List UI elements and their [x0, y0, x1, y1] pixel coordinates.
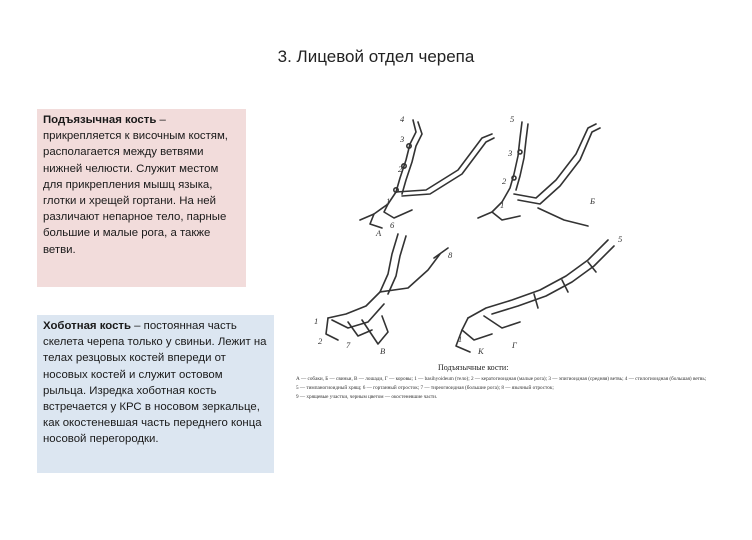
hyoid-bone-term: Подъязычная кость [43, 114, 157, 126]
label-A: А [376, 228, 382, 238]
cow-hyoid-drawing [456, 240, 614, 352]
label-2-b: 2 [502, 176, 507, 186]
label-K: К [478, 346, 484, 356]
figure-caption: Подъязычные кости: [438, 363, 509, 372]
pig-hyoid-drawing [478, 122, 600, 226]
label-1-v: 1 [314, 316, 319, 326]
label-5-b: 5 [510, 114, 515, 124]
label-4-a: 4 [400, 114, 405, 124]
label-1-a: 1 [386, 196, 391, 206]
snout-bone-term: Хоботная кость [43, 320, 131, 332]
label-1-b: 1 [500, 200, 505, 210]
hyoid-bones-figure [288, 108, 707, 406]
label-5-g: 5 [618, 234, 623, 244]
hyoid-bone-text: – прикрепляется к височным костям, располагается между ветвями нижней челюсти. Служит местом для прикрепления мышц языка, глотки и хрещей гортани. На ней различают непарное тело, парные большие и малые рога, а также ветви. [43, 114, 228, 256]
horse-hyoid-drawing [326, 234, 448, 344]
hyoid-bone-description [37, 109, 246, 287]
label-3-b: 3 [508, 148, 513, 158]
label-3-a: 3 [400, 134, 405, 144]
label-2-a: 2 [398, 164, 403, 174]
label-G: Г [512, 340, 517, 350]
slide-title: 3. Лицевой отдел черепа [277, 47, 475, 66]
hyoid-bones-drawing [288, 108, 707, 406]
label-V: В [380, 346, 386, 356]
figure-legend-line-1: А — собаки, Б — свиньи, В — лошади, Г — коровы; 1 — basihyoideum (тело); 2 — кератогиоидная (малые рога); 3 — эпигиоидная (средняя) ветвь; 4 — стилогиоидная (большая) ветвь; [296, 376, 707, 382]
snout-bone-text: – постоянная часть скелета черепа только у свиньи. Лежит на телах резцовых костей впереди от носовых костей и служит остовом рыльца. Изредка хоботная кость встречается у КРС в носовом зеркальце, как окостеневшая часть переднего конца носовой перегородки. [43, 320, 267, 446]
label-8-v: 8 [448, 250, 453, 260]
label-6-v: 6 [390, 220, 395, 230]
snout-bone-description [37, 315, 274, 473]
figure-legend-line-2: 5 — тимпаногиоидный хрящ; 6 — гортанный отросток; 7 — тиреогиоидная (большие рога); 8 — язычный отросток; [296, 385, 554, 391]
figure-legend-line-3: 9 — хрящевые участки, черным цветом — окостеневшие части. [296, 394, 438, 400]
label-B: Б [590, 196, 596, 206]
dog-hyoid-drawing [360, 120, 494, 228]
label-7-v: 7 [346, 340, 351, 350]
label-1-g: 1 [458, 334, 463, 344]
label-2-v: 2 [318, 336, 323, 346]
